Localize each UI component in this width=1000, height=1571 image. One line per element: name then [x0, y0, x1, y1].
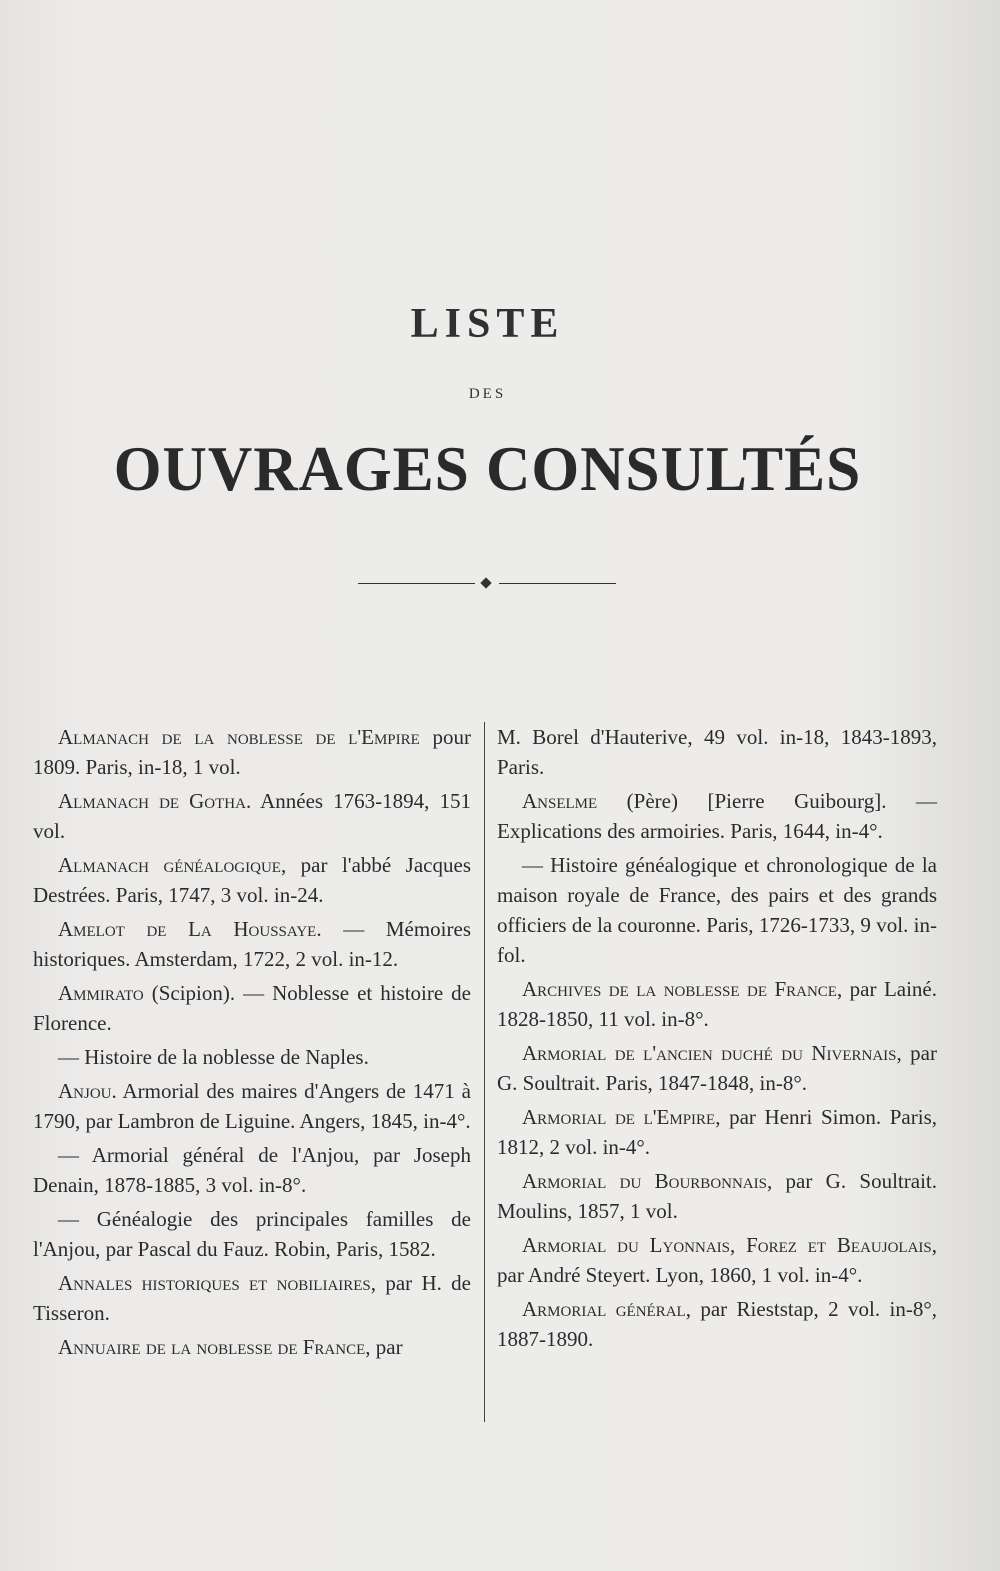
entry-text: , par G. Soultrait. Paris, 1847-1848, in-8°.	[497, 1041, 937, 1095]
entry-heading: Almanach généalogique	[58, 853, 281, 877]
bibliography-entry	[497, 786, 937, 846]
left-column	[33, 722, 471, 1366]
right-column	[497, 722, 937, 1358]
bibliography-entry	[497, 1230, 937, 1290]
entry-text: M. Borel d'Hauterive, 49 vol. in-18, 1843-1893, Paris.	[497, 725, 937, 779]
title-ouvrages: OUVRAGES CONSULTÉS	[113, 433, 862, 504]
ornament-line-left	[358, 583, 475, 584]
column-rule	[484, 722, 485, 1422]
entry-text: , par l'abbé Jacques Destrées. Paris, 1747, 3 vol. in-24.	[33, 853, 471, 907]
entry-heading: Armorial général	[522, 1297, 686, 1321]
bibliography-entry	[33, 1076, 471, 1136]
entry-heading: Annuaire de la noblesse de France	[58, 1335, 366, 1359]
entry-text: , par G. Soultrait. Moulins, 1857, 1 vol.	[497, 1169, 937, 1223]
entry-heading: Amelot de La Houssaye	[58, 917, 317, 941]
entry-text: , par Henri Simon. Paris, 1812, 2 vol. in-4°.	[497, 1105, 937, 1159]
entry-text: (Père) [Pierre Guibourg]. — Explications des armoiries. Paris, 1644, in-4°.	[497, 789, 937, 843]
bibliography-entry	[33, 1042, 471, 1072]
bibliography-entry	[497, 722, 937, 782]
bibliography-entry	[497, 850, 937, 970]
entry-text: , par Lainé. 1828-1850, 11 vol. in-8°.	[497, 977, 937, 1031]
entry-heading: Armorial de l'ancien duché du Nivernais	[522, 1041, 897, 1065]
bibliography-entry	[497, 1166, 937, 1226]
bibliography-entry	[33, 1140, 471, 1200]
entry-heading: Almanach de Gotha	[58, 789, 246, 813]
entry-heading: Archives de la noblesse de France	[522, 977, 837, 1001]
bibliography-entry	[497, 1294, 937, 1354]
entry-heading: Ammirato	[58, 981, 144, 1005]
bibliography-entry	[33, 722, 471, 782]
entry-text: — Généalogie des principales familles de l'Anjou, par Pascal du Fauz. Robin, Paris, 1582.	[33, 1207, 471, 1261]
entry-text: , par	[365, 1335, 403, 1359]
entry-text: pour 1809. Paris, in-18, 1 vol.	[33, 725, 471, 779]
entry-heading: Anjou	[58, 1079, 112, 1103]
entry-heading: Anselme	[522, 789, 598, 813]
bibliography-entry	[33, 1204, 471, 1264]
bibliography-entry	[497, 1038, 937, 1098]
title-liste: LISTE	[410, 301, 565, 347]
ornament-divider	[358, 577, 616, 591]
bibliography-entry	[33, 1332, 471, 1362]
entry-heading: Annales historiques et nobiliaires	[58, 1271, 371, 1295]
bibliography-entry	[33, 1268, 471, 1328]
entry-text: , par Rieststap, 2 vol. in-8°, 1887-1890.	[497, 1297, 938, 1351]
entry-text: , par André Steyert. Lyon, 1860, 1 vol. in-4°.	[497, 1233, 937, 1287]
entry-text: (Scipion). — Noblesse et histoire de Florence.	[33, 981, 471, 1035]
diamond-icon	[480, 577, 491, 588]
bibliography-entry	[497, 974, 937, 1034]
entry-heading: Armorial du Bourbonnais	[522, 1169, 767, 1193]
entry-heading: Armorial de l'Empire	[522, 1105, 716, 1129]
ornament-line-right	[499, 583, 616, 584]
bibliography-entry	[33, 914, 471, 974]
entry-heading: Armorial du Lyonnais, Forez et Beaujolais	[522, 1233, 932, 1257]
title-des: DES	[468, 386, 507, 402]
bibliography-entry	[33, 786, 471, 846]
entry-text: , par H. de Tisseron.	[33, 1271, 471, 1325]
entry-text: — Histoire généalogique et chronologique de la maison royale de France, des pairs et des grands officiers de la couronne. Paris, 1726-1733, 9 vol. in-fol.	[497, 853, 937, 967]
entry-heading: Almanach de la noblesse de l'Empire	[58, 725, 420, 749]
entry-text: . Armorial des maires d'Angers de 1471 à 1790, par Lambron de Liguine. Angers, 1845, in-4°.	[33, 1079, 471, 1133]
entry-text: — Histoire de la noblesse de Naples.	[58, 1045, 369, 1069]
bibliography-entry	[33, 978, 471, 1038]
bibliography-entry	[497, 1102, 937, 1162]
entry-text: — Armorial général de l'Anjou, par Joseph Denain, 1878-1885, 3 vol. in-8°.	[33, 1143, 471, 1197]
bibliography-entry	[33, 850, 471, 910]
entry-text: . — Mémoires historiques. Amsterdam, 1722, 2 vol. in-12.	[33, 917, 471, 971]
entry-text: . Années 1763-1894, 151 vol.	[33, 789, 471, 843]
